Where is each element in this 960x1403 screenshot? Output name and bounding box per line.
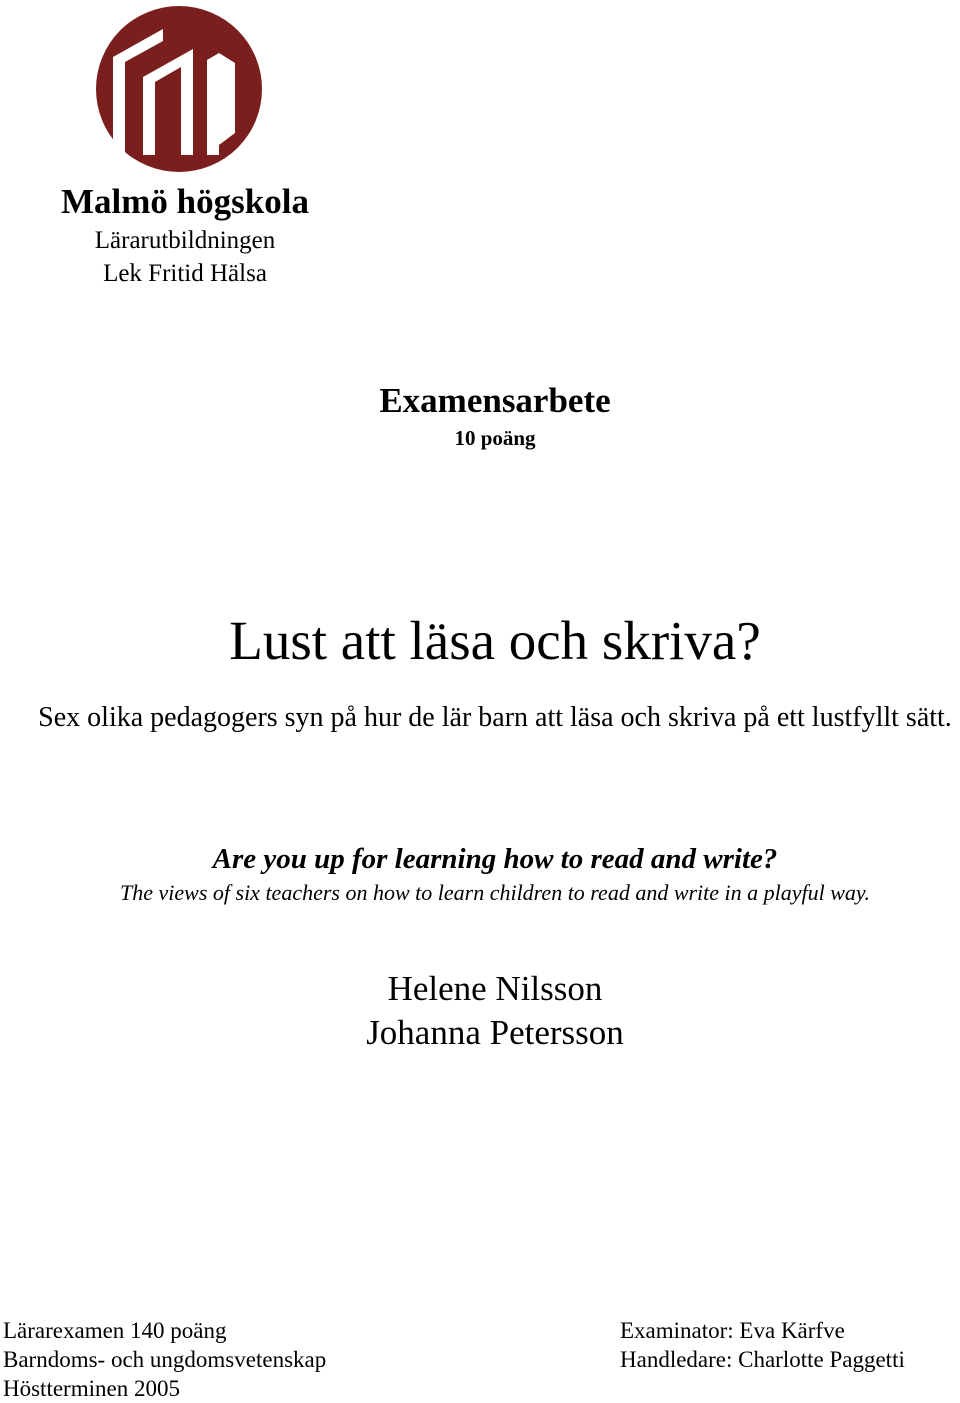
work-type: Examensarbete (379, 381, 611, 420)
footer-subject: Barndoms- och ungdomsvetenskap (3, 1347, 327, 1372)
footer-degree: Lärarexamen 140 poäng (3, 1318, 227, 1343)
footer-examiner: Examinator: Eva Kärfve (620, 1318, 845, 1343)
institution-program: Lek Fritid Hälsa (103, 260, 267, 287)
footer-supervisor: Handledare: Charlotte Paggetti (620, 1347, 905, 1372)
malmo-hogskola-logo-icon (95, 5, 263, 173)
work-credits: 10 poäng (454, 426, 536, 450)
subtitle-english: The views of six teachers on how to learn children to read and write in a playful way. (120, 880, 870, 905)
author-1: Helene Nilsson (387, 969, 603, 1008)
subtitle-swedish: Sex olika pedagogers syn på hur de lär barn att läsa och skriva på ett lustfyllt sätt. (38, 702, 952, 733)
footer-term: Höstterminen 2005 (3, 1376, 180, 1401)
title-english: Are you up for learning how to read and write? (212, 843, 778, 875)
title-swedish: Lust att läsa och skriva? (229, 610, 761, 671)
institution-department: Lärarutbildningen (94, 227, 276, 254)
author-2: Johanna Petersson (366, 1013, 624, 1052)
institution-name: Malmö högskola (61, 182, 309, 221)
